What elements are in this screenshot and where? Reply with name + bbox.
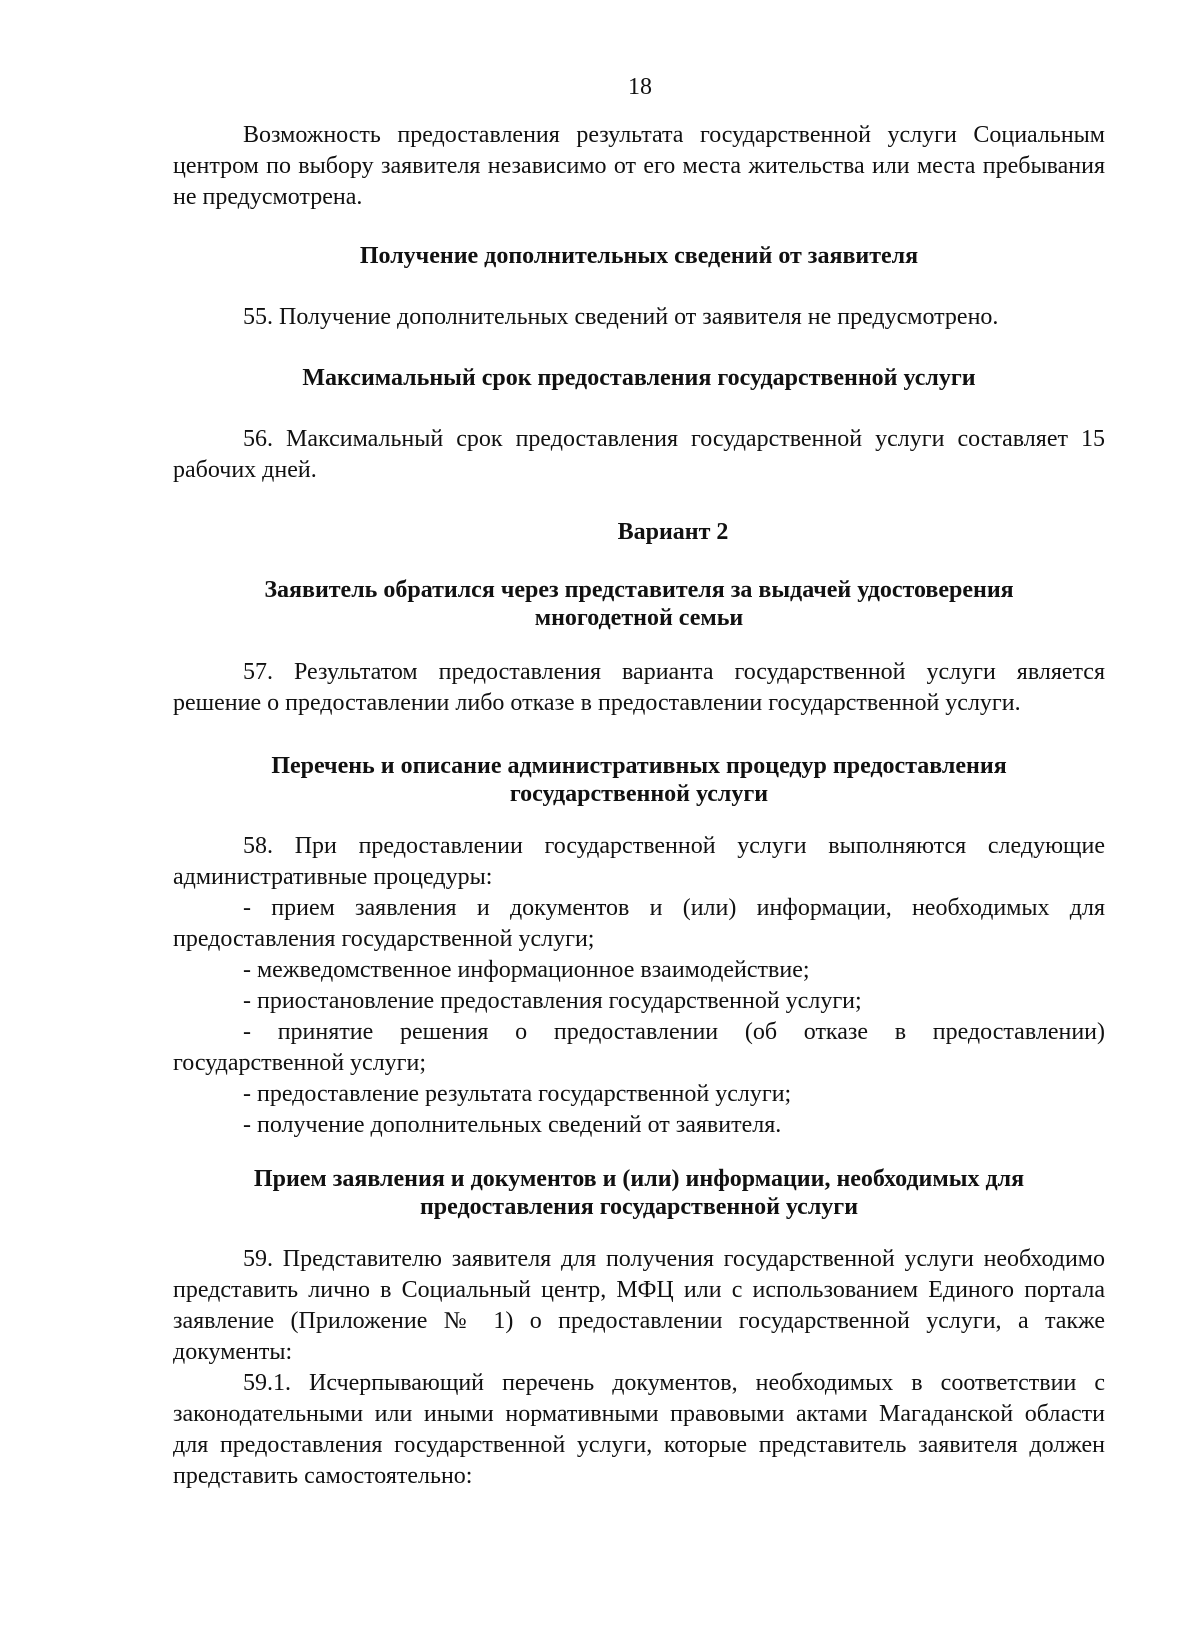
- paragraph-56-block: [173, 424, 1105, 486]
- list-item: - предоставление результата государственной услуги;: [243, 1081, 792, 1107]
- paragraph-57: 57. Результатом предоставления варианта государственной услуги является решение о предоставлении либо отказе в предоставлении государственной услуги.: [173, 659, 1105, 716]
- heading-variant: [173, 576, 1105, 632]
- paragraph-57-block: [173, 657, 1105, 719]
- procedures-list: [173, 893, 1105, 1141]
- heading-reception-line2: предоставления государственной услуги: [419, 1194, 859, 1220]
- heading-procedures-line1: Перечень и описание административных процедур предоставления: [271, 753, 1007, 779]
- paragraph-55: 55. Получение дополнительных сведений от заявителя не предусмотрено.: [243, 304, 999, 330]
- heading-reception: [173, 1165, 1105, 1221]
- heading-variant-line2: многодетной семьи: [534, 605, 744, 631]
- heading-procedures: [173, 752, 1105, 808]
- paragraph-56: 56. Максимальный срок предоставления государственной услуги составляет 15 рабочих дней.: [173, 426, 1105, 483]
- list-item: - принятие решения о предоставлении (об отказе в предоставлении) государственной услуги;: [173, 1019, 1105, 1076]
- paragraph-55-block: [173, 302, 1105, 333]
- heading-variant-line1: Заявитель обратился через представителя за выдачей удостоверения: [264, 577, 1014, 603]
- list-item: - прием заявления и документов и (или) информации, необходимых для предоставления государственной услуги;: [173, 895, 1105, 952]
- paragraph-59-block: [173, 1244, 1105, 1492]
- list-item: - приостановление предоставления государственной услуги;: [243, 988, 862, 1014]
- paragraph-59: 59. Представителю заявителя для получения государственной услуги необходимо представить лично в Социальный центр, МФЦ или с использованием Единого портала заявление (Приложение № 1) о предоставлении государственной услуги, а также документы:: [173, 1246, 1105, 1365]
- paragraph-59-1: 59.1. Исчерпывающий перечень документов, необходимых в соответствии с законодательными или иными нормативными правовыми актами Магаданской области для предоставления государственной услуги, которые представитель заявителя должен представить самостоятельно:: [173, 1370, 1105, 1489]
- heading-additional-info: Получение дополнительных сведений от заявителя: [359, 243, 919, 269]
- page-number: 18: [628, 74, 652, 100]
- list-item: - межведомственное информационное взаимодействие;: [243, 957, 810, 983]
- intro-paragraph: Возможность предоставления результата государственной услуги Социальным центром по выбору заявителя независимо от его места жительства или места пребывания не предусмотрена.: [173, 122, 1105, 210]
- variant-title: Вариант 2: [617, 519, 729, 545]
- heading-max-term: Максимальный срок предоставления государственной услуги: [302, 365, 976, 391]
- intro-paragraph-block: [173, 120, 1105, 213]
- list-item: - получение дополнительных сведений от заявителя.: [243, 1112, 782, 1138]
- paragraph-58: 58. При предоставлении государственной услуги выполняются следующие административные процедуры:: [173, 833, 1105, 890]
- heading-procedures-line2: государственной услуги: [509, 781, 769, 807]
- heading-reception-line1: Прием заявления и документов и (или) информации, необходимых для: [253, 1166, 1025, 1192]
- paragraph-58-block: [173, 831, 1105, 1141]
